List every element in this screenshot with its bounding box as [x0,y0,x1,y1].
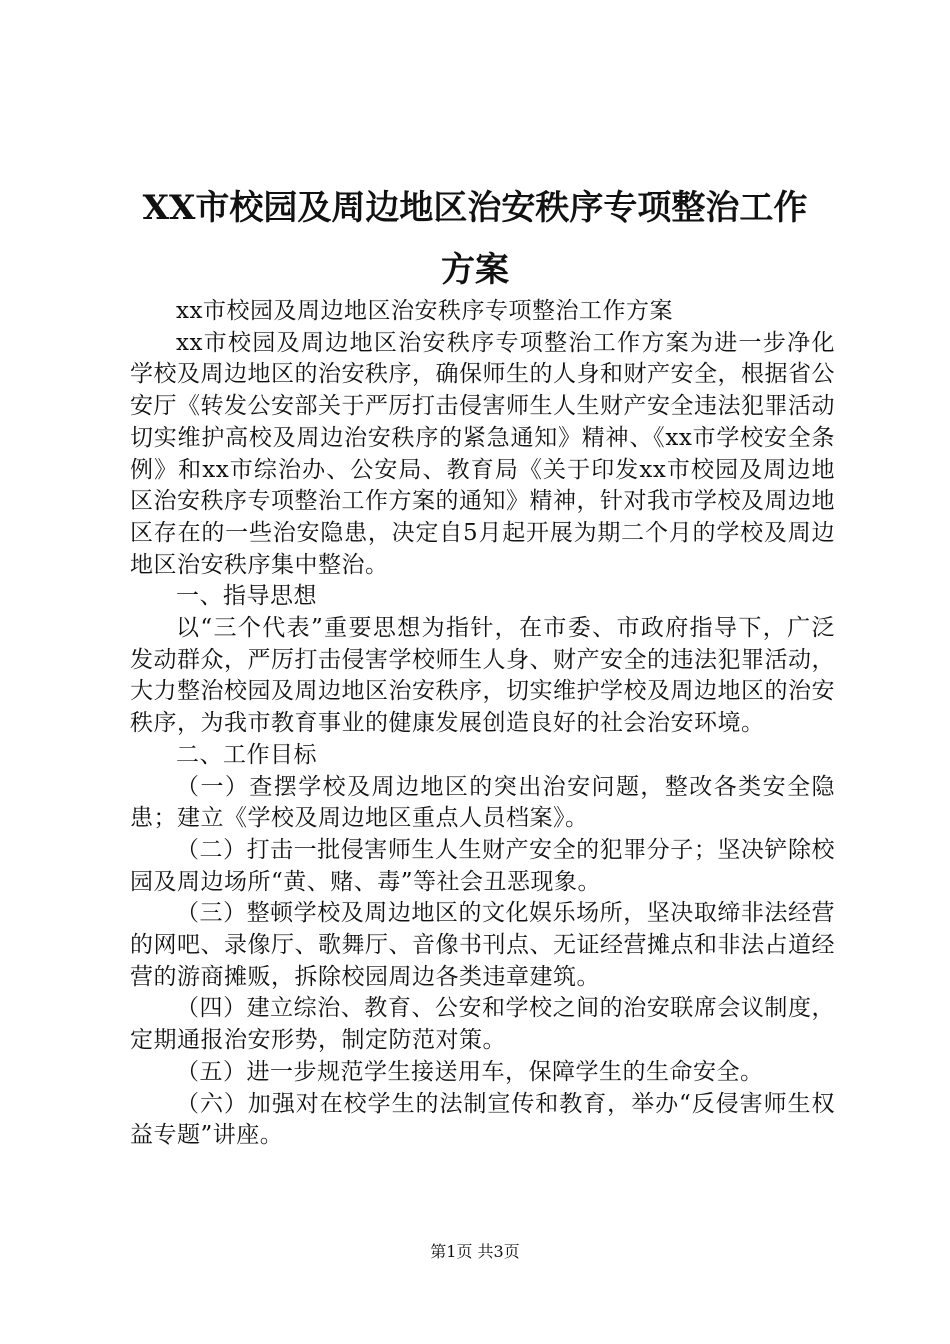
page-number-footer: 第1页 共3页 [430,1242,520,1261]
goal-item-4: （四）建立综治、教育、公安和学校之间的治安联席会议制度，定期通报治安形势，制定防范对策。 [130,995,835,1054]
section-heading-work-goals: 二、工作目标 [176,741,317,768]
goal-item-1: （一）查摆学校及周边地区的突出治安问题，整改各类安全隐患；建立《学校及周边地区重点人员档案》。 [130,773,835,832]
goal-item-6: （六）加强对在校学生的法制宣传和教育，举办“反侵害师生权益专题”讲座。 [130,1090,835,1149]
goal-item-5: （五）进一步规范学生接送用车，保障学生的生命安全。 [176,1058,764,1085]
guiding-thought-paragraph: 以“三个代表”重要思想为指针，在市委、市政府指导下，广泛发动群众，严厉打击侵害学校师生人身、财产安全的违法犯罪活动，大力整治校园及周边地区治安秩序，切实维护学校及周边地区的治安秩序，为我市教育事业的健康发展创造良好的社会治安环境。 [130,615,835,737]
document-body [130,296,835,1152]
goal-item-3: （三）整顿学校及周边地区的文化娱乐场所，坚决取缔非法经营的网吧、录像厅、歌舞厅、音像书刊点、无证经营摊点和非法占道经营的游商摊贩，拆除校园周边各类违章建筑。 [130,900,835,990]
section-heading-guiding-thought: 一、指导思想 [176,583,317,610]
document-title-line-1: XX市校园及周边地区治安秩序专项整治工作 [142,188,808,228]
intro-paragraph: xx市校园及周边地区治安秩序专项整治工作方案为进一步净化学校及周边地区的治安秩序，确保师生的人身和财产安全，根据省公安厅《转发公安部关于严厉打击侵害师生人生财产安全违法犯罪活动切实维护高校及周边治安秩序的紧急通知》精神、《xx市学校安全条例》和xx市综治办、公安局、教育局《关于印发xx市校园及周边地区治安秩序专项整治工作方案的通知》精神，针对我市学校及周边地区存在的一些治安隐患，决定自5月起开展为期二个月的学校及周边地区治安秩序集中整治。 [130,329,835,578]
subtitle-paragraph: xx市校园及周边地区治安秩序专项整治工作方案 [176,298,673,324]
goal-item-2: （二）打击一批侵害师生人生财产安全的犯罪分子；坚决铲除校园及周边场所“黄、赌、毒”等社会丑恶现象。 [130,836,835,895]
document-title-line-2: 方案 [441,250,509,290]
